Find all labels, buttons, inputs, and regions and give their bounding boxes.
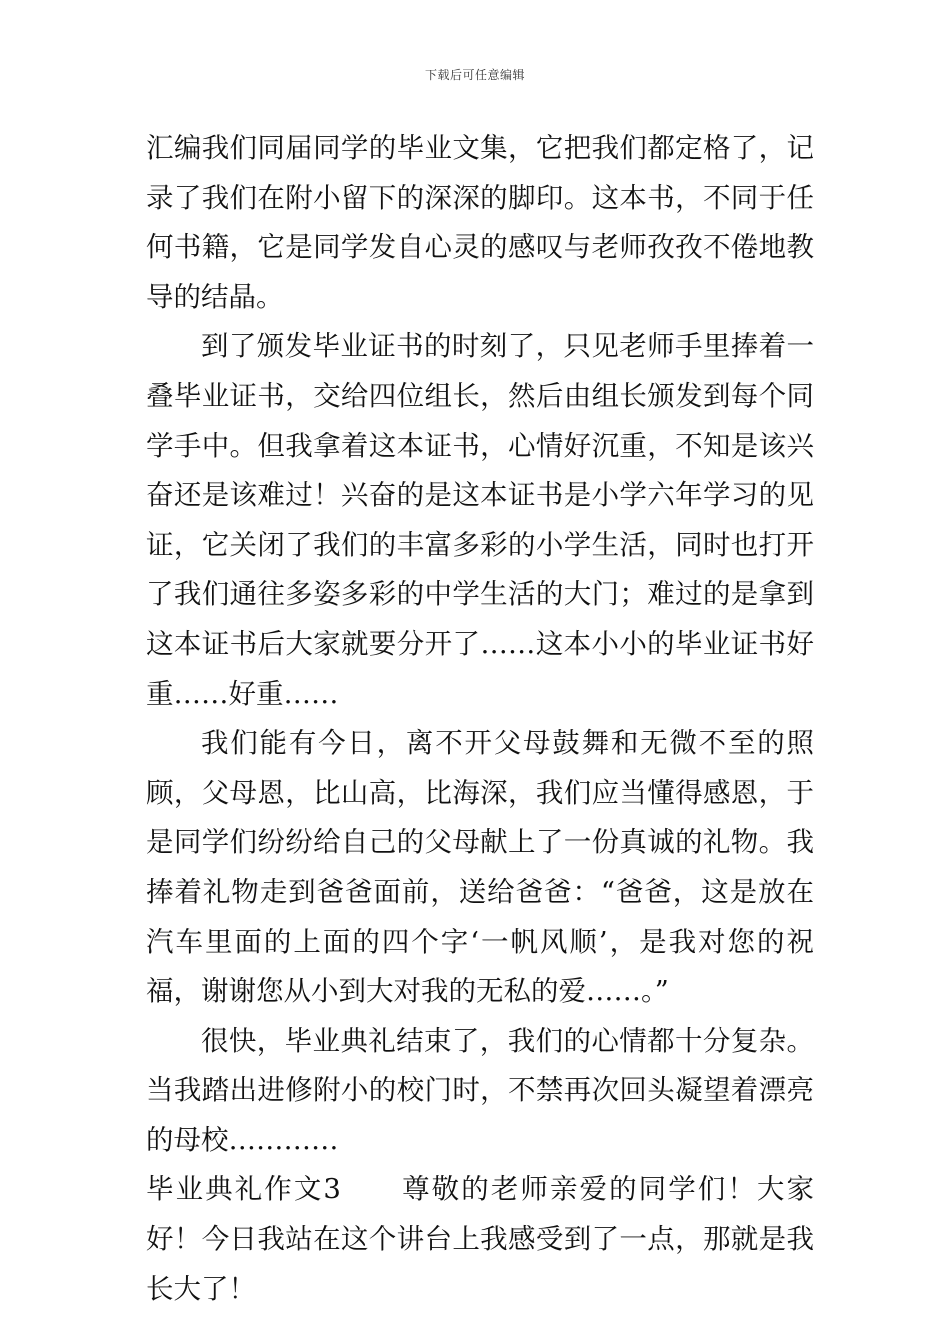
paragraph-5: 毕业典礼作文3 尊敬的老师亲爱的同学们！大家好！今日我站在这个讲台上我感受到了一点，那就是我长大了！ <box>146 1173 814 1305</box>
document-body <box>146 124 814 1314</box>
paragraph-1: 汇编我们同届同学的毕业文集，它把我们都定格了，记录了我们在附小留下的深深的脚印。这本书，不同于任何书籍，它是同学发自心灵的感叹与老师孜孜不倦地教导的结晶。 <box>146 132 814 313</box>
page-header: 下载后可任意编辑 <box>424 68 525 82</box>
paragraph-3: 我们能有今日，离不开父母鼓舞和无微不至的照顾，父母恩，比山高，比海深，我们应当懂得感恩，于是同学们纷纷给自己的父母献上了一份真诚的礼物。我捧着礼物走到爸爸面前，送给爸爸：“爸爸，这是放在汽车里面的上面的四个字‘一帆风顺’，是我对您的祝福，谢谢您从小到大对我的无私的爱……。” <box>146 727 814 1008</box>
paragraph-2: 到了颁发毕业证书的时刻了，只见老师手里捧着一叠毕业证书，交给四位组长，然后由组长颁发到每个同学手中。但我拿着这本证书，心情好沉重，不知是该兴奋还是该难过！兴奋的是这本证书是小学六年学习的见证，它关闭了我们的丰富多彩的小学生活，同时也打开了我们通往多姿多彩的中学生活的大门；难过的是拿到这本证书后大家就要分开了……这本小小的毕业证书好重……好重…… <box>146 330 814 710</box>
paragraph-4: 很快，毕业典礼结束了，我们的心情都十分复杂。当我踏出进修附小的校门时，不禁再次回头凝望着漂亮的母校………… <box>146 1024 814 1156</box>
